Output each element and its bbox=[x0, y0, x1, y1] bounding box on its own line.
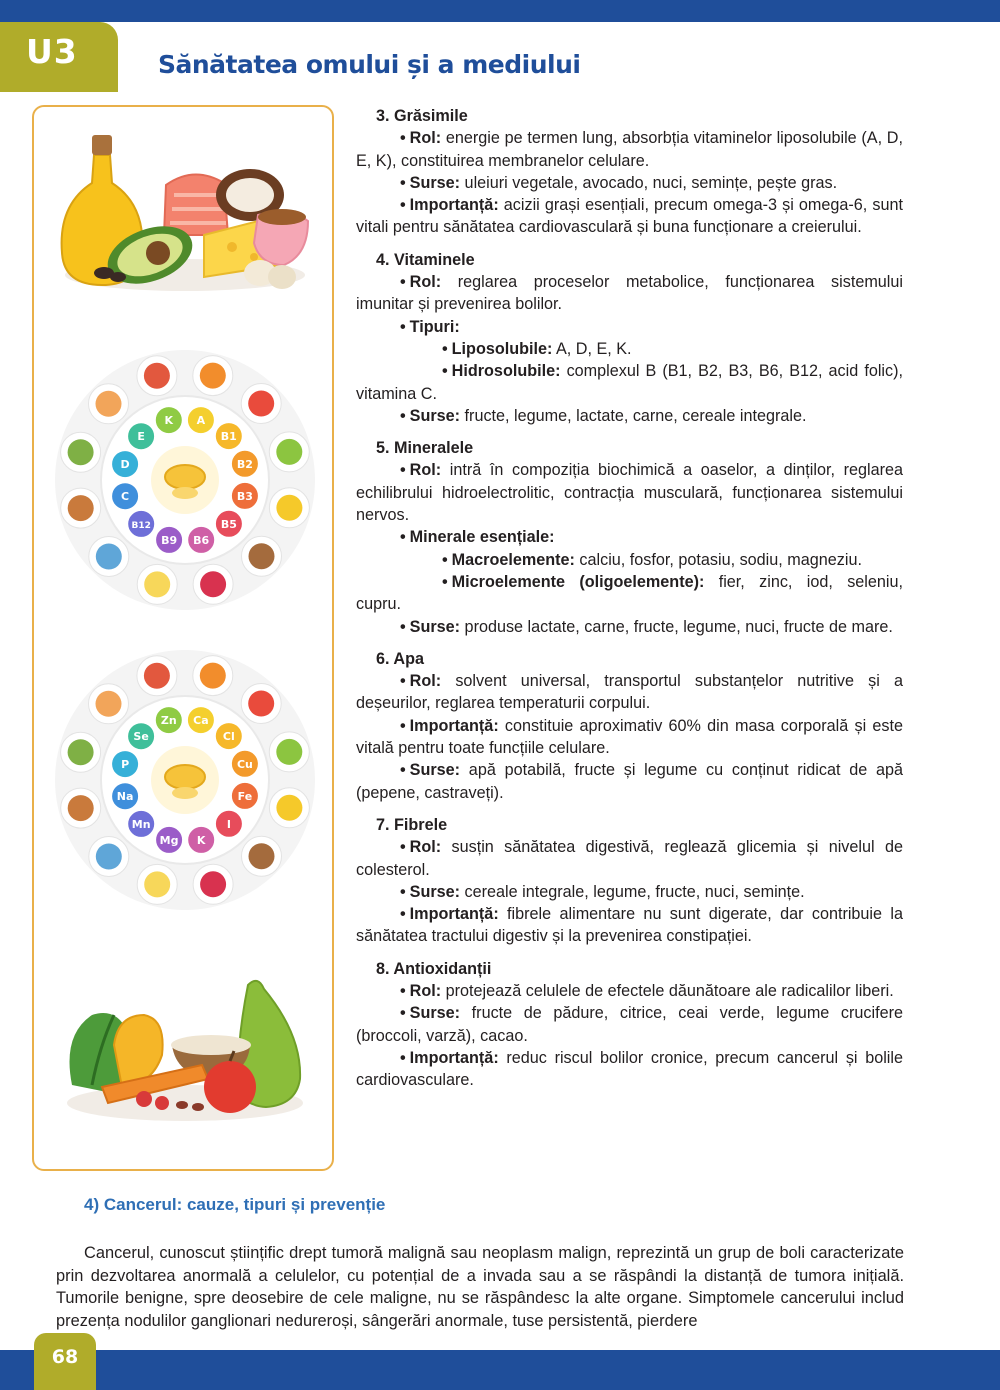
bullet-label: • Macroelemente: bbox=[442, 551, 575, 569]
bullet-text: energie pe termen lung, absorbția vitaminelor liposolubile (A, D, E, K), constituirea membranelor celulare. bbox=[356, 129, 903, 170]
food-icon bbox=[144, 663, 170, 689]
bullet-text: solvent universal, transportul substanțelor nutritive și a deșeurilor, reglarea temperaturii corpului. bbox=[356, 672, 903, 713]
food-icon bbox=[276, 795, 302, 821]
bullet-label: • Tipuri: bbox=[400, 318, 460, 336]
bullet-text: reduc riscul bolilor cronice, precum cancerul și bolile cardiovasculare. bbox=[356, 1048, 903, 1090]
cancer-paragraph bbox=[56, 1242, 904, 1332]
bullet-item bbox=[356, 836, 903, 881]
sub-bullet-item bbox=[356, 360, 903, 405]
bullet-item bbox=[356, 616, 903, 638]
mineral-label: K bbox=[196, 833, 206, 847]
food-icon bbox=[248, 691, 274, 717]
bullet-label: • Rol: bbox=[400, 461, 441, 479]
bullet-item bbox=[356, 526, 903, 548]
sub-bullet-item bbox=[356, 338, 903, 360]
page-title: Sănătatea omului și a mediului bbox=[158, 50, 581, 79]
bullet-label: • Rol: bbox=[400, 838, 441, 856]
page-number: 68 bbox=[51, 1346, 79, 1368]
sub-bullet-item bbox=[356, 571, 903, 616]
fats-illustration bbox=[54, 125, 316, 295]
food-icon bbox=[249, 843, 275, 869]
food-icon bbox=[200, 871, 226, 897]
vitamin-label: K bbox=[164, 414, 174, 428]
bullet-item bbox=[356, 759, 903, 804]
section-title: 5. Mineralele bbox=[376, 439, 474, 458]
vitamin-label: B3 bbox=[236, 489, 253, 503]
food-icon bbox=[68, 439, 94, 465]
fiber-illustration bbox=[52, 975, 318, 1125]
bullet-text: produse lactate, carne, fructe, legume, nuci, fructe de mare. bbox=[460, 617, 893, 636]
vitamin-label: D bbox=[120, 458, 130, 472]
mineral-label: Mn bbox=[131, 817, 151, 831]
food-icon bbox=[144, 363, 170, 389]
bullet-text: fructe de pădure, citrice, ceai verde, legume crucifere (broccoli, varză), cacao. bbox=[356, 1004, 903, 1045]
vitamin-label: B12 bbox=[131, 520, 151, 531]
vitamin-label: B5 bbox=[220, 517, 237, 531]
food-icon bbox=[200, 363, 226, 389]
bullet-item bbox=[356, 316, 903, 338]
food-icon bbox=[144, 571, 170, 597]
bullet-item bbox=[356, 903, 903, 948]
bullet-label: • Surse: bbox=[400, 407, 460, 425]
mineral-label: Fe bbox=[237, 789, 253, 803]
mineral-label: Cu bbox=[236, 757, 253, 771]
nutrients-text bbox=[356, 105, 903, 1091]
food-icon bbox=[276, 495, 302, 521]
bullet-text: uleiuri vegetale, avocado, nuci, semințe, pește gras. bbox=[460, 173, 838, 192]
bullet-label: • Liposolubile: bbox=[442, 340, 552, 358]
vitamin-label: B9 bbox=[161, 533, 178, 547]
bullet-text: acizii grași esențiali, precum omega-3 și omega-6, sunt vitali pentru sănătatea cardiovasculară și buna funcționare a creierului. bbox=[356, 196, 903, 237]
bullet-item bbox=[356, 194, 903, 239]
section-title: 4. Vitaminele bbox=[376, 250, 475, 269]
bullet-item bbox=[356, 715, 903, 760]
mineral-label: Se bbox=[133, 730, 149, 744]
bullet-item bbox=[356, 459, 903, 526]
bullet-item bbox=[356, 881, 903, 903]
paragraph: Cancerul, cunoscut științific drept tumoră malignă sau neoplasm malign, reprezintă un grup de boli caracterizate prin dezvoltarea anormală a celulelor, cu potențial de a invada sau a se răspândi la distanță de tumora inițială. Tumorile benigne, spre deosebire de cele maligne, nu se răspândesc la alte organe. Simptomele cancerului includ prezența nodulilor ganglionari nedureroși, sângerări anormale, tuse persistentă, pierdere bbox=[56, 1244, 904, 1330]
food-icon bbox=[200, 663, 226, 689]
bullet-text: A, D, E, K. bbox=[552, 339, 632, 358]
vitamin-label: B6 bbox=[193, 533, 210, 547]
mineral-wheel bbox=[46, 645, 324, 915]
bullet-text: constituie aproximativ 60% din masa corporală și este vitală pentru toate funcțiile celulare. bbox=[356, 716, 903, 758]
bullet-text: fier, zinc, iod, seleniu, cupru. bbox=[356, 572, 903, 614]
bullet-item bbox=[356, 1047, 903, 1092]
bullet-text: apă potabilă, fructe și legume cu conținut ridicat de apă (pepene, castraveți). bbox=[356, 761, 903, 802]
section-title: 8. Antioxidanții bbox=[376, 959, 492, 978]
bullet-label: • Microelemente (oligoelemente): bbox=[442, 573, 704, 591]
bullet-label: • Rol: bbox=[400, 672, 441, 690]
mineral-label: I bbox=[226, 817, 231, 831]
bullet-item bbox=[356, 405, 903, 427]
mineral-label: Mg bbox=[159, 833, 179, 847]
bullet-label: • Importanță: bbox=[400, 717, 499, 735]
bullet-text: calciu, fosfor, potasiu, sodiu, magneziu. bbox=[574, 550, 862, 569]
section-heading: 4) Cancerul: cauze, tipuri și prevenție bbox=[84, 1195, 386, 1214]
bullet-text: susțin sănătatea digestivă, reglează glicemia și nivelul de colesterol. bbox=[356, 838, 903, 879]
bullet-text: reglarea proceselor metabolice, funcționarea sistemului imunitar și prevenirea bolilor. bbox=[356, 273, 903, 314]
food-icon bbox=[68, 795, 94, 821]
bottom-bar bbox=[0, 1350, 1000, 1390]
mineral-label: Zn bbox=[160, 714, 177, 728]
food-icon bbox=[248, 391, 274, 417]
vitamin-label: C bbox=[121, 490, 130, 504]
bullet-item bbox=[356, 670, 903, 715]
bullet-text: intră în compoziția biochimică a oaselor, a dinților, reglarea echilibrului hidroelectrolitic, contracția musculară, funcționarea sistemului nervos. bbox=[356, 461, 903, 525]
section-title: 6. Apa bbox=[376, 649, 424, 668]
vitamin-label: A bbox=[196, 414, 206, 428]
food-icon bbox=[276, 439, 302, 465]
bullet-text: fibrele alimentare nu sunt digerate, dar contribuie la sănătatea tractului digestiv și la prevenirea constipației. bbox=[356, 905, 903, 946]
bullet-label: • Surse: bbox=[400, 883, 460, 901]
food-icon bbox=[68, 495, 94, 521]
bullet-label: • Rol: bbox=[400, 982, 441, 1000]
bullet-item bbox=[356, 1002, 903, 1047]
bullet-label: • Surse: bbox=[400, 1004, 460, 1022]
bullet-label: • Surse: bbox=[400, 174, 460, 192]
food-icon bbox=[96, 391, 122, 417]
unit-label: U3 bbox=[26, 32, 78, 71]
bullet-label: • Surse: bbox=[400, 618, 460, 636]
bullet-label: • Hidrosolubile: bbox=[442, 362, 561, 380]
bullet-text: complexul B (B1, B2, B3, B6, B12, acid folic), vitamina C. bbox=[356, 362, 903, 403]
vitamin-label: E bbox=[137, 430, 145, 444]
bullet-item bbox=[356, 127, 903, 172]
food-icon bbox=[96, 544, 122, 570]
sub-bullet-item bbox=[356, 549, 903, 571]
bullet-label: • Rol: bbox=[400, 273, 441, 291]
mineral-label: Na bbox=[116, 790, 134, 804]
section-title: 3. Grăsimile bbox=[376, 107, 468, 125]
mineral-label: Cl bbox=[222, 730, 235, 744]
mineral-label: Ca bbox=[193, 714, 209, 728]
bullet-item bbox=[356, 271, 903, 316]
bullet-label: • Importanță: bbox=[400, 1049, 499, 1067]
top-bar bbox=[0, 0, 1000, 22]
mineral-label: P bbox=[121, 758, 130, 772]
bullet-label: • Surse: bbox=[400, 761, 460, 779]
food-icon bbox=[96, 844, 122, 870]
vitamin-label: B2 bbox=[236, 457, 253, 471]
bullet-label: • Importanță: bbox=[400, 196, 499, 214]
vitamin-label: B1 bbox=[220, 430, 237, 444]
illustration-panel bbox=[32, 105, 334, 1171]
food-icon bbox=[144, 871, 170, 897]
bullet-item bbox=[356, 172, 903, 194]
bullet-text: protejează celulele de efectele dăunătoare ale radicalilor liberi. bbox=[441, 981, 894, 1000]
section-title: 7. Fibrele bbox=[376, 815, 448, 834]
bullet-label: • Minerale esențiale: bbox=[400, 528, 555, 546]
vitamin-wheel bbox=[46, 345, 324, 615]
food-icon bbox=[200, 571, 226, 597]
food-icon bbox=[68, 739, 94, 765]
bullet-text: fructe, legume, lactate, carne, cereale integrale. bbox=[460, 406, 807, 425]
food-icon bbox=[249, 543, 275, 569]
food-icon bbox=[276, 739, 302, 765]
bullet-label: • Rol: bbox=[400, 129, 441, 147]
bullet-text: cereale integrale, legume, fructe, nuci, semințe. bbox=[460, 882, 805, 901]
bullet-label: • Importanță: bbox=[400, 905, 499, 923]
bullet-item bbox=[356, 980, 903, 1002]
food-icon bbox=[96, 691, 122, 717]
